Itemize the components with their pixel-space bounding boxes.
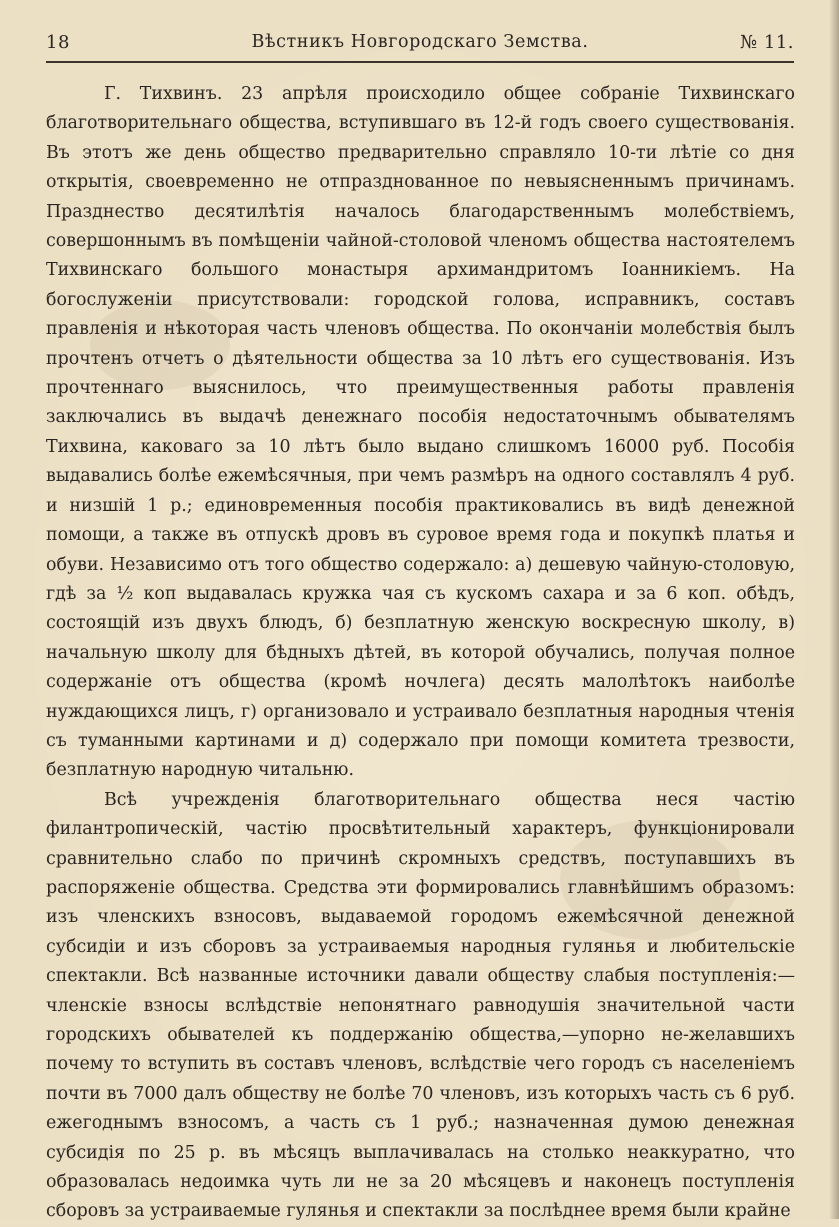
article-paragraph: Всѣ учрежденія благотворительнаго общества неся частію филантропическій, частію просвѣтительный характеръ, функціонировали сравнительно слабо по причинѣ скромныхъ средствъ, поступавшихъ въ распоряженіе общества. Средства эти формировались главнѣйшимъ образомъ: изъ членскихъ взносовъ, выдаваемой городомъ ежемѣсячной денежной субсидіи и изъ сборовъ за устраиваемыя народныя гулянья и любительскіе спектакли. Всѣ названные источники давали обществу слабыя поступленія:—членскіе взносы вслѣдствіе непонятнаго равнодушія значительной части городскихъ обывателей къ поддержанію общества,—упорно не-желавшихъ почему то вступить въ составъ членовъ, вслѣдствіе чего городъ съ населеніемъ почти въ 7000 далъ обществу не болѣе 70 членовъ, изъ которыхъ часть съ 6 руб. ежегоднымъ взносомъ, а часть съ 1 руб.; назначенная думою денежная субсидія по 25 р. въ мѣсяцъ выплачивалась на столько неаккуратно, что образовалась недоимка чуть ли не за 20 мѣсяцевъ и наконецъ поступленія сборовъ за устраиваемые гулянья и спектакли за послѣднее время были крайне (46, 789, 795, 1222)
page-gutter-shadow (829, 0, 839, 1219)
article-body (46, 80, 795, 1227)
running-title: Вѣстникъ Новгородскаго Земства. (251, 32, 589, 52)
header-divider (46, 61, 794, 63)
article-paragraph: Г. Тихвинъ. 23 апрѣля происходило общее собраніе Тихвинскаго благотворительнаго общества, вступившаго въ 12-й годъ своего существованія. Въ этотъ же день общество предварительно справляло 10-ти лѣтіе со дня открытія, своевременно не отпразднованное по невыясненнымъ причинамъ. Празднество десятилѣтія началось благодарственнымъ молебствіемъ, совершоннымъ въ помѣщеніи чайной-столовой членомъ общества настоятелемъ Тихвинскаго большого монастыря архимандритомъ Іоанникіемъ. На богослуженіи присутствовали: городской голова, исправникъ, составъ правленія и нѣкоторая часть членовъ общества. По окончаніи молебствія былъ прочтенъ отчетъ о дѣятельности общества за 10 лѣтъ его существованія. Изъ прочтеннаго выяснилось, что преимущественныя работы правленія заключались въ выдачѣ денежнаго пособія недостаточнымъ обывателямъ Тихвина, каковаго за 10 лѣтъ было выдано слишкомъ 16000 руб. Пособія выдавались болѣе ежемѣсячныя, при чемъ размѣръ на одного составлялъ 4 руб. и низшій 1 р.; единовременныя пособія практиковались въ видѣ денежной помощи, а также въ отпускѣ дровъ въ суровое время года и покупкѣ платья и обуви. Независимо отъ того общество содержало: а) дешевую чайную-столовую, гдѣ за ½ коп выдавалась кружка чая съ кускомъ сахара и за 6 коп. обѣдъ, состоящій изъ двухъ блюдъ, б) безплатную женскую воскресную школу, в) начальную школу для бѣдныхъ дѣтей, въ которой обучались, получая полное содержаніе отъ общества (кромѣ ночлега) десять малолѣтокъ наиболѣе нуждающихся лицъ, г) организовало и устраивало безплатныя народныя чтенія съ туманными картинами и д) содержало при помощи комитета трезвости, безплатную народную читальню. (46, 84, 795, 781)
page-header (46, 30, 794, 60)
page-number: 18 (46, 32, 70, 53)
issue-number: № 11. (740, 32, 794, 53)
